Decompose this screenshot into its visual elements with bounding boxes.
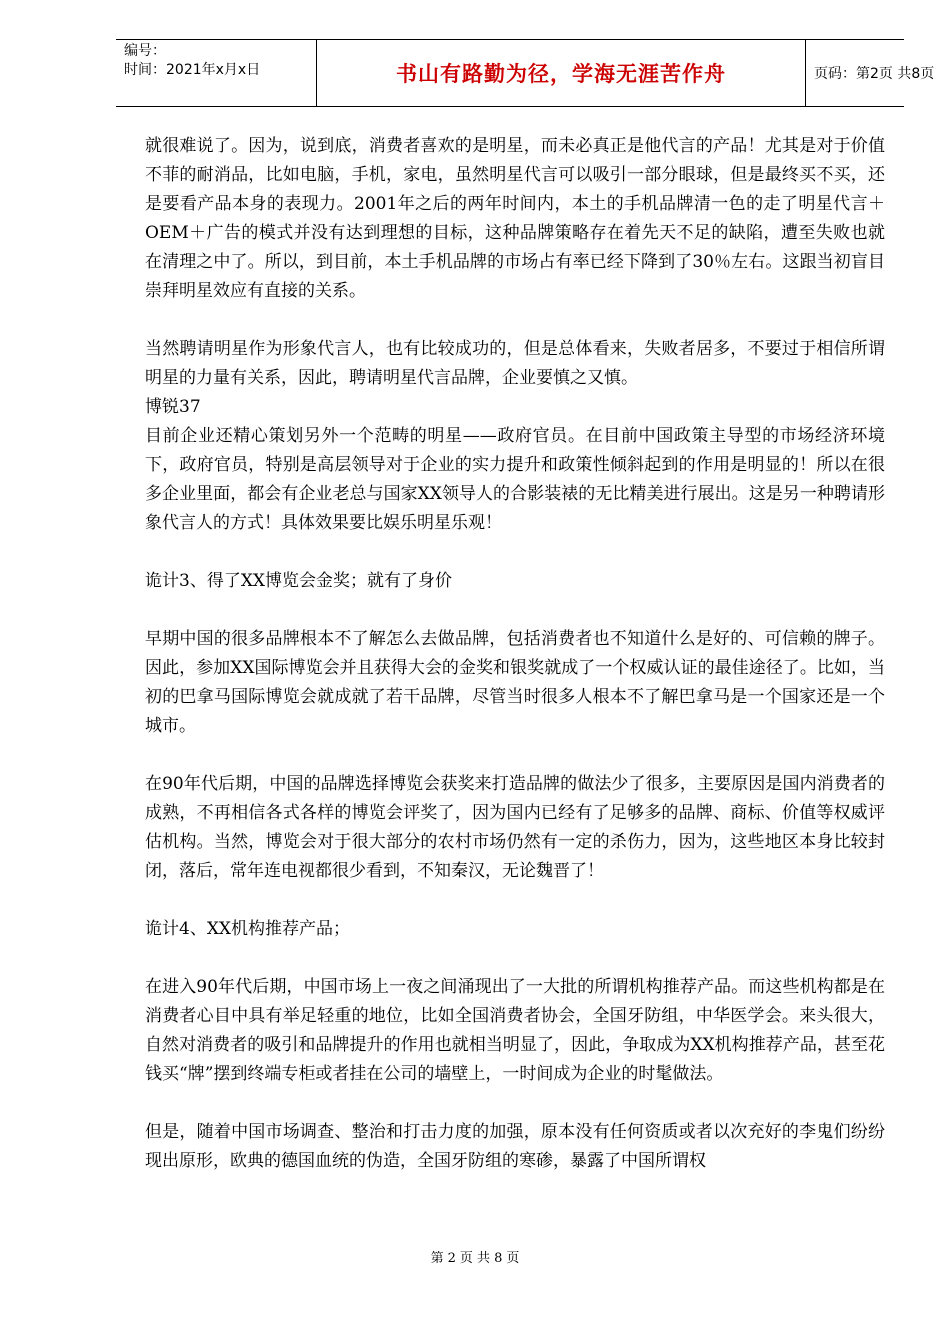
header-motto-cell [316, 40, 806, 106]
time-label: 时间：2021年x月x日 [124, 62, 261, 78]
header-meta [116, 40, 316, 106]
paragraph-7: 但是，随着中国市场调查、整治和打击力度的加强，原本没有任何资质或者以次充好的李鬼们纷纷现出原形，欧典的德国血统的伪造，全国牙防组的寒碜，暴露了中国所谓权 [145, 1122, 885, 1171]
section-heading-4: 诡计4、XX机构推荐产品； [145, 919, 351, 939]
paragraph-1: 就很难说了。因为，说到底，消费者喜欢的是明星，而未必真正是他代言的产品！尤其是对于价值不菲的耐消品，比如电脑，手机，家电，虽然明星代言可以吸引一部分眼球，但是最终买不买，还是要看产品本身的表现力。2001年之后的两年时间内，本土的手机品牌清一色的走了明星代言＋OEM＋广告的模式并没有达到理想的目标，这种品牌策略存在着先天不足的缺陷，遭至失败也就在清理之中了。所以，到目前，本土手机品牌的市场占有率已经下降到了30％左右。这跟当初盲目崇拜明星效应有直接的关系。 [145, 136, 885, 301]
page-header [116, 39, 935, 107]
header-page-label: 页码：第2页 共8页 [814, 66, 935, 82]
paragraph-6: 在进入90年代后期，中国市场上一夜之间涌现出了一大批的所谓机构推荐产品。而这些机构都是在消费者心目中具有举足轻重的地位，比如全国消费者协会，全国牙防组，中华医学会。来头很大，自然对消费者的吸引和品牌提升的作用也就相当明显了，因此，争取成为XX机构推荐产品，甚至花钱买“牌”摆到终端专柜或者挂在公司的墙壁上，一时间成为企业的时髦做法。 [145, 977, 885, 1084]
paragraph-3: 目前企业还精心策划另外一个范畴的明星——政府官员。在目前中国政策主导型的市场经济环境下，政府官员，特别是高层领导对于企业的实力提升和政策性倾斜起到的作用是明显的！所以在很多企业里面，都会有企业老总与国家XX领导人的合影装裱的无比精美进行展出。这是另一种聘请形象代言人的方式！具体效果要比娱乐明星乐观！ [145, 426, 885, 533]
footer-page-number: 2 [447, 1251, 456, 1266]
header-motto: 书山有路勤为径，学海无涯苦作舟 [396, 62, 726, 86]
section-heading-3: 诡计3、得了XX博览会金奖；就有了身价 [145, 571, 453, 591]
document-body [145, 132, 885, 1176]
footer-mid: 页 共 [459, 1251, 491, 1266]
footer-prefix: 第 [430, 1251, 444, 1266]
number-label: 编号： [124, 43, 166, 59]
paragraph-5: 在90年代后期，中国的品牌选择博览会获奖来打造品牌的做法少了很多，主要原因是国内消费者的成熟，不再相信各式各样的博览会评奖了，因为国内已经有了足够多的品牌、商标、价值等权威评估机构。当然，博览会对于很大部分的农村市场仍然有一定的杀伤力，因为，这些地区本身比较封闭，落后，常年连电视都很少看到，不知秦汉，无论魏晋了！ [145, 774, 885, 881]
footer-suffix: 页 [506, 1251, 520, 1266]
paragraph-4: 早期中国的很多品牌根本不了解怎么去做品牌，包括消费者也不知道什么是好的、可信赖的牌子。因此，参加XX国际博览会并且获得大会的金奖和银奖就成了一个权威认证的最佳途径了。比如，当初的巴拿马国际博览会就成就了若干品牌，尽管当时很多人根本不了解巴拿马是一个国家还是一个城市。 [145, 629, 885, 736]
page-footer [0, 1247, 950, 1266]
paragraph-2: 当然聘请明星作为形象代言人，也有比较成功的，但是总体看来，失败者居多，不要过于相信所谓明星的力量有关系，因此，聘请明星代言品牌，企业要慎之又慎。 [145, 339, 885, 388]
footer-total-pages: 8 [494, 1251, 503, 1266]
paragraph-source: 博锐37 [145, 397, 201, 417]
